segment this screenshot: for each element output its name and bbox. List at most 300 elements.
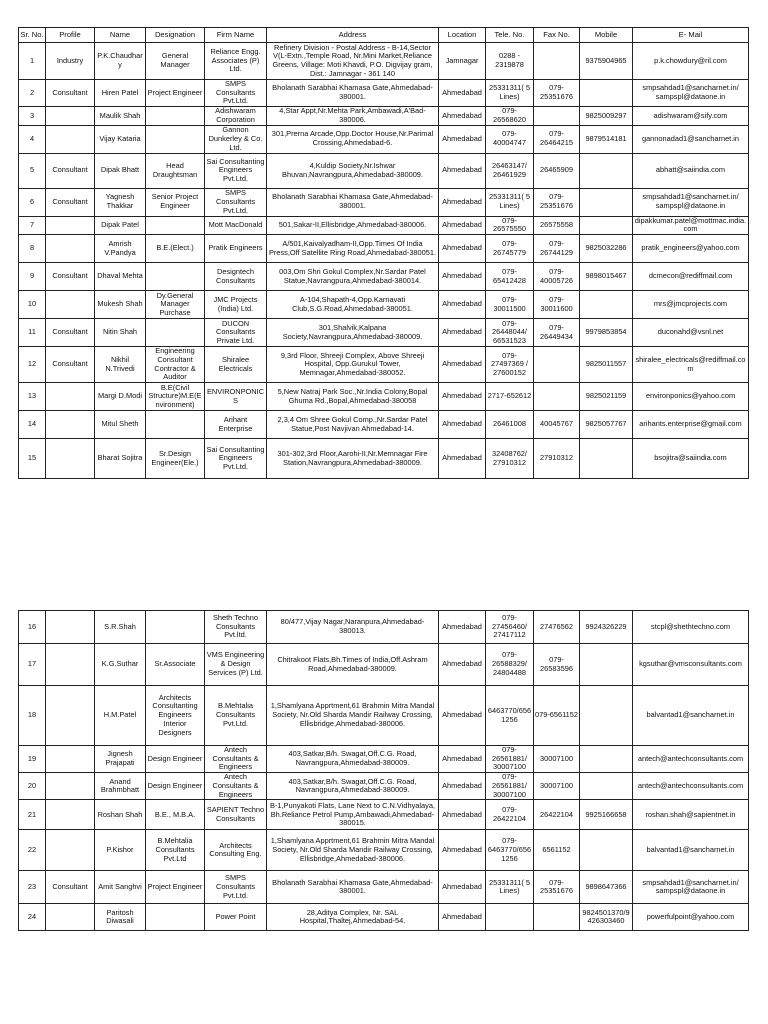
cell-sr: 10	[19, 291, 46, 319]
cell-tele	[486, 904, 534, 931]
cell-address: 80/477,Vijay Nagar,Naranpura,Ahmedabad-380013.	[267, 611, 439, 644]
cell-tele: 079-65412428	[486, 263, 534, 291]
cell-profile	[46, 291, 95, 319]
cell-profile	[46, 644, 95, 686]
cell-designation: B.E.(Elect.)	[146, 235, 205, 263]
cell-sr: 8	[19, 235, 46, 263]
cell-designation	[146, 125, 205, 153]
cell-name: Hiren Patel	[95, 80, 146, 107]
cell-location: Ahmedabad	[439, 904, 486, 931]
cell-address: 4,Kuldip Society,Nr.Ishwar Bhuvan,Navrangpura,Ahmedabad-380009.	[267, 153, 439, 188]
cell-designation: Design Engineer	[146, 773, 205, 800]
contacts-table-2	[18, 610, 749, 931]
cell-fax: 26422104	[534, 800, 580, 830]
cell-address: Bholanath Sarabhai Khamasa Gate,Ahmedabad-380001.	[267, 188, 439, 216]
cell-firm: Architects Consulting Eng.	[205, 830, 267, 871]
cell-mobile: 9925166658	[580, 800, 633, 830]
cell-firm: SMPS Consultants Pvt.Ltd.	[205, 188, 267, 216]
cell-mobile	[580, 153, 633, 188]
cell-profile: Consultant	[46, 80, 95, 107]
table-row	[19, 904, 749, 931]
cell-name: Nikhil N.Trivedi	[95, 347, 146, 383]
cell-profile	[46, 773, 95, 800]
cell-address: 4,Star Appt,Nr.Mehta Park,Ambawadi,A'Bad-380006.	[267, 107, 439, 125]
cell-location: Ahmedabad	[439, 611, 486, 644]
cell-email[interactable]: smpsahdad1@sancharnet.in/ sampspl@dataone.in	[633, 188, 749, 216]
cell-profile	[46, 235, 95, 263]
cell-profile	[46, 611, 95, 644]
header-tele: Tele. No.	[486, 28, 534, 43]
cell-location: Ahmedabad	[439, 263, 486, 291]
cell-mobile: 9924326229	[580, 611, 633, 644]
cell-firm: JMC Projects (India) Ltd.	[205, 291, 267, 319]
cell-sr: 2	[19, 80, 46, 107]
cell-name: H.M.Patel	[95, 686, 146, 746]
cell-firm: Gannon Dunkerley & Co. Ltd.	[205, 125, 267, 153]
cell-tele: 25331311( 5 Lines)	[486, 188, 534, 216]
cell-fax: 30007100	[534, 746, 580, 773]
cell-mobile	[580, 746, 633, 773]
cell-tele: 26463147/ 26461929	[486, 153, 534, 188]
cell-location: Ahmedabad	[439, 830, 486, 871]
cell-email[interactable]: bsojitra@saiindia.com	[633, 439, 749, 479]
cell-name: Dipak Bhatt	[95, 153, 146, 188]
cell-address: Refinery Division - Postal Address - B-14,Sector V(L-Extn.,Temple Road, Nr.Mini Market,Reliance Greens, Village: Moti Khavdi, P.O. Digvijay gram, Dist.: Jamnagar - 361 140	[267, 43, 439, 80]
cell-profile: Consultant	[46, 347, 95, 383]
cell-sr: 13	[19, 383, 46, 411]
cell-tele: 079-6463770/6561256	[486, 830, 534, 871]
cell-fax: 079-25351676	[534, 871, 580, 904]
cell-location: Ahmedabad	[439, 871, 486, 904]
cell-fax	[534, 904, 580, 931]
cell-tele: 6463770/6561256	[486, 686, 534, 746]
header-name: Name	[95, 28, 146, 43]
cell-fax: 079-40005726	[534, 263, 580, 291]
cell-tele: 079-30011500	[486, 291, 534, 319]
cell-name: S.R.Shah	[95, 611, 146, 644]
cell-tele: 2717-652612	[486, 383, 534, 411]
cell-designation	[146, 319, 205, 347]
cell-mobile	[580, 830, 633, 871]
cell-tele: 0288 - 2319878	[486, 43, 534, 80]
cell-name: K.G.Suthar	[95, 644, 146, 686]
cell-designation: General Manager	[146, 43, 205, 80]
cell-name: Maulik Shah	[95, 107, 146, 125]
cell-fax: 079-26464215	[534, 125, 580, 153]
cell-sr: 22	[19, 830, 46, 871]
table-row	[19, 611, 749, 644]
cell-sr: 14	[19, 411, 46, 439]
cell-firm: Power Point	[205, 904, 267, 931]
cell-location: Ahmedabad	[439, 686, 486, 746]
cell-sr: 11	[19, 319, 46, 347]
cell-name: Jignesh Prajapati	[95, 746, 146, 773]
cell-profile	[46, 125, 95, 153]
cell-fax: 26465909	[534, 153, 580, 188]
cell-location: Ahmedabad	[439, 773, 486, 800]
cell-firm: Designtech Consultants	[205, 263, 267, 291]
header-row	[19, 28, 749, 43]
cell-fax: 079-26744129	[534, 235, 580, 263]
cell-firm: Mott MacDonald	[205, 216, 267, 234]
cell-tele: 079-26575550	[486, 216, 534, 234]
cell-address: 301,Prerna Arcade,Opp.Doctor House,Nr.Parimal Crossing,Ahmedabad-6.	[267, 125, 439, 153]
header-sr-no: Sr. No.	[19, 28, 46, 43]
cell-mobile: 9898647366	[580, 871, 633, 904]
cell-name: Anand Brahmbhatt	[95, 773, 146, 800]
cell-address: 2,3,4 Om Shree Gokul Comp.,Nr.Sardar Patel Statue,Post Navjivan Ahmedabad-14.	[267, 411, 439, 439]
cell-address: A/501,Kaivalyadham-II,Opp.Times Of India Press,Off Satellite Ring Road,Ahmedabad-380051.	[267, 235, 439, 263]
cell-email[interactable]: smpsahdad1@sancharnet.in/ sampspl@dataone.in	[633, 871, 749, 904]
cell-sr: 24	[19, 904, 46, 931]
cell-location: Ahmedabad	[439, 125, 486, 153]
cell-email[interactable]: stcpl@shethtechno.com	[633, 611, 749, 644]
cell-designation: Design Engineer	[146, 746, 205, 773]
table-row	[19, 347, 749, 383]
cell-name: Amit Sanghvi	[95, 871, 146, 904]
cell-location: Ahmedabad	[439, 383, 486, 411]
cell-sr: 12	[19, 347, 46, 383]
contacts-table-1	[18, 27, 749, 479]
cell-sr: 21	[19, 800, 46, 830]
cell-tele: 079-26588329/ 24804488	[486, 644, 534, 686]
cell-profile: Consultant	[46, 871, 95, 904]
cell-fax: 40045767	[534, 411, 580, 439]
header-mobile: Mobile	[580, 28, 633, 43]
cell-fax: 079-26449434	[534, 319, 580, 347]
cell-firm: Sai Consultanting Engineers Pvt.Ltd.	[205, 439, 267, 479]
cell-profile	[46, 746, 95, 773]
cell-tele: 079-26568620	[486, 107, 534, 125]
cell-location: Ahmedabad	[439, 347, 486, 383]
cell-location: Ahmedabad	[439, 746, 486, 773]
cell-profile: Consultant	[46, 319, 95, 347]
table-row	[19, 871, 749, 904]
cell-address: A-104,Shapath-4,Opp.Karnavati Club,S.G.Road,Ahmedabad-380051.	[267, 291, 439, 319]
cell-firm: SMPS Consultants Pvt.Ltd.	[205, 80, 267, 107]
cell-name: Dhaval Mehta	[95, 263, 146, 291]
cell-mobile: 9825009297	[580, 107, 633, 125]
cell-profile	[46, 107, 95, 125]
cell-address: 501,Sakar-II,Ellisbridge,Ahmedabad-380006.	[267, 216, 439, 234]
cell-email[interactable]: balvantad1@sancharnet.in	[633, 830, 749, 871]
cell-location: Jamnagar	[439, 43, 486, 80]
cell-location: Ahmedabad	[439, 291, 486, 319]
cell-mobile: 9898015467	[580, 263, 633, 291]
cell-name: Vijay Kataria	[95, 125, 146, 153]
cell-address: 403,Satkar,B/h. Swagat,Off.C.G. Road, Navrangpura,Ahmedabad-380009.	[267, 773, 439, 800]
header-location: Location	[439, 28, 486, 43]
cell-sr: 19	[19, 746, 46, 773]
cell-firm: Adishwaram Corporation	[205, 107, 267, 125]
cell-designation: Sr.Design Engineer(Ele.)	[146, 439, 205, 479]
cell-location: Ahmedabad	[439, 411, 486, 439]
cell-email[interactable]: mrs@jmcprojects.com	[633, 291, 749, 319]
cell-profile	[46, 383, 95, 411]
cell-mobile: 9825021159	[580, 383, 633, 411]
table-row	[19, 80, 749, 107]
cell-mobile	[580, 439, 633, 479]
cell-mobile	[580, 80, 633, 107]
header-firm-name: Firm Name	[205, 28, 267, 43]
cell-tele: 079-26745779	[486, 235, 534, 263]
cell-profile	[46, 904, 95, 931]
cell-email[interactable]: adishwaram@sify.com	[633, 107, 749, 125]
cell-mobile: 9979853854	[580, 319, 633, 347]
cell-designation: Project Engineer	[146, 871, 205, 904]
cell-mobile	[580, 644, 633, 686]
cell-tele: 26461008	[486, 411, 534, 439]
cell-sr: 18	[19, 686, 46, 746]
table-row	[19, 125, 749, 153]
cell-tele: 079-27456460/ 27417112	[486, 611, 534, 644]
cell-fax: 27910312	[534, 439, 580, 479]
cell-tele: 079-27497369 / 27600152	[486, 347, 534, 383]
cell-tele: 079-26561881/ 30007100	[486, 746, 534, 773]
cell-firm: Arihant Enterprise	[205, 411, 267, 439]
cell-sr: 5	[19, 153, 46, 188]
cell-profile	[46, 830, 95, 871]
cell-location: Ahmedabad	[439, 319, 486, 347]
cell-fax	[534, 383, 580, 411]
cell-address: 003,Om Shri Gokul Complex,Nr.Sardar Patel Statue,Navrangpura,Ahmedabad-380014.	[267, 263, 439, 291]
table-row	[19, 800, 749, 830]
cell-email[interactable]: roshan.shah@sapientnet.in	[633, 800, 749, 830]
cell-email[interactable]: duconahd@vsnl.net	[633, 319, 749, 347]
cell-location: Ahmedabad	[439, 153, 486, 188]
cell-firm: DUCON Consultants Private Ltd.	[205, 319, 267, 347]
cell-sr: 3	[19, 107, 46, 125]
cell-designation: Architects Consultanting Engineers Interior Designers	[146, 686, 205, 746]
cell-sr: 9	[19, 263, 46, 291]
cell-sr: 20	[19, 773, 46, 800]
cell-name: P.K.Chaudhary	[95, 43, 146, 80]
cell-designation: B.Mehtalia Consultants Pvt.Ltd	[146, 830, 205, 871]
cell-designation	[146, 904, 205, 931]
cell-email[interactable]: shiralee_electricals@rediffmail.com	[633, 347, 749, 383]
cell-tele: 079-26422104	[486, 800, 534, 830]
cell-sr: 23	[19, 871, 46, 904]
cell-address: B-1,Punyakoti Flats, Lane Next to C.N.Vidhyalaya, Bh.Reliance Petrol Pump,Ambawadi,Ahmedabad-380015.	[267, 800, 439, 830]
cell-name: Mukesh Shah	[95, 291, 146, 319]
cell-fax: 079-30011600	[534, 291, 580, 319]
cell-profile	[46, 216, 95, 234]
cell-location: Ahmedabad	[439, 188, 486, 216]
cell-fax: 30007100	[534, 773, 580, 800]
cell-location: Ahmedabad	[439, 107, 486, 125]
cell-address: 28,Aditya Complex, Nr. SAL Hospital,Thaltej,Ahmedabad-54.	[267, 904, 439, 931]
cell-firm: SAPIENT Techno Consultants	[205, 800, 267, 830]
cell-mobile: 9824501370/9426303460	[580, 904, 633, 931]
table-row	[19, 439, 749, 479]
cell-fax: 079-25351676	[534, 188, 580, 216]
cell-fax	[534, 347, 580, 383]
cell-email[interactable]: antech@antechconsultants.com	[633, 773, 749, 800]
cell-tele: 079-26561881/ 30007100	[486, 773, 534, 800]
cell-designation: B.E(Civil Structure)M.E(Environment)	[146, 383, 205, 411]
cell-designation	[146, 411, 205, 439]
table-row	[19, 644, 749, 686]
cell-name: Margi D.Modi	[95, 383, 146, 411]
cell-firm: VMS Engineering & Design Services (P) Ltd.	[205, 644, 267, 686]
header-address: Address	[267, 28, 439, 43]
cell-designation	[146, 263, 205, 291]
cell-tele: 25331311( 5 Lines)	[486, 80, 534, 107]
cell-designation: Dy.General Manager Purchase	[146, 291, 205, 319]
table-row	[19, 319, 749, 347]
header-fax: Fax No.	[534, 28, 580, 43]
cell-name: Roshan Shah	[95, 800, 146, 830]
cell-designation: Engineering Consultant Contractor & Auditor	[146, 347, 205, 383]
cell-email[interactable]: dipakkumar.patel@mottmac.india.com	[633, 216, 749, 234]
cell-mobile	[580, 291, 633, 319]
table-row	[19, 686, 749, 746]
table-row	[19, 43, 749, 80]
table-row	[19, 216, 749, 234]
cell-location: Ahmedabad	[439, 800, 486, 830]
cell-address: Bholanath Sarabhai Khamasa Gate,Ahmedabad-380001.	[267, 871, 439, 904]
cell-location: Ahmedabad	[439, 216, 486, 234]
cell-designation: Head Draughtsman	[146, 153, 205, 188]
cell-firm: SMPS Consultants Pvt.Ltd.	[205, 871, 267, 904]
cell-address: 301-302,3rd Floor,Aarohi-II,Nr.Memnagar Fire Station,Navrangpura,Ahmedabad-380009.	[267, 439, 439, 479]
cell-name: Amrish V.Pandya	[95, 235, 146, 263]
cell-address: Bholanath Sarabhai Khamasa Gate,Ahmedabad-380001.	[267, 80, 439, 107]
cell-email[interactable]: balvantad1@sancharnet.in	[633, 686, 749, 746]
cell-address: 1,Shamlyana Apprtment,61 Brahmin Mitra Mandal Society, Nr.Old Sharda Mandir Railway Crossing, Ellisbridge,Ahmedabad-380006.	[267, 830, 439, 871]
cell-designation: B.E., M.B.A.	[146, 800, 205, 830]
cell-fax: 27476562	[534, 611, 580, 644]
table-row	[19, 107, 749, 125]
cell-tele: 25331311( 5 Lines)	[486, 871, 534, 904]
cell-sr: 1	[19, 43, 46, 80]
cell-firm: Sai Consultanting Engineers Pvt.Ltd.	[205, 153, 267, 188]
cell-email[interactable]: antech@antechconsultants.com	[633, 746, 749, 773]
cell-name: Yagnesh Thakkar	[95, 188, 146, 216]
table-row	[19, 746, 749, 773]
header-designation: Designation	[146, 28, 205, 43]
cell-name: P.Kishor	[95, 830, 146, 871]
cell-email[interactable]: p.k.chowdury@ril.com	[633, 43, 749, 80]
cell-fax	[534, 43, 580, 80]
cell-designation	[146, 107, 205, 125]
cell-email[interactable]: kgsuthar@vmsconsultants.com	[633, 644, 749, 686]
cell-mobile: 9879514181	[580, 125, 633, 153]
cell-address: 301,Shalvik,Kalpana Society,Navrangpura,Ahmedabad-380009.	[267, 319, 439, 347]
cell-sr: 15	[19, 439, 46, 479]
cell-name: Nitin Shah	[95, 319, 146, 347]
cell-mobile: 9825057767	[580, 411, 633, 439]
cell-mobile	[580, 773, 633, 800]
header-email: E- Mail	[633, 28, 749, 43]
cell-designation: Project Engineer	[146, 80, 205, 107]
table-row	[19, 235, 749, 263]
cell-firm: Shiralee Electricals	[205, 347, 267, 383]
table-row	[19, 153, 749, 188]
cell-tele: 079-26448044/ 66531523	[486, 319, 534, 347]
cell-tele: 079-40004747	[486, 125, 534, 153]
cell-sr: 7	[19, 216, 46, 234]
cell-name: Bharat Sojitra	[95, 439, 146, 479]
table-row	[19, 411, 749, 439]
cell-mobile: 9825032286	[580, 235, 633, 263]
cell-fax: 079-26583596	[534, 644, 580, 686]
cell-address: 9,3rd Floor, Shreeji Complex, Above Shreeji Hospital, Opp.Gurukul Tower, Memnagar,Ahmedabad-380052.	[267, 347, 439, 383]
cell-sr: 4	[19, 125, 46, 153]
cell-mobile: 9375904965	[580, 43, 633, 80]
cell-fax	[534, 107, 580, 125]
cell-email[interactable]: abhatt@saiindia.com	[633, 153, 749, 188]
cell-location: Ahmedabad	[439, 644, 486, 686]
cell-designation: Sr.Associate	[146, 644, 205, 686]
cell-email[interactable]: powerfulpoint@yahoo.com	[633, 904, 749, 931]
table-row	[19, 383, 749, 411]
table-row	[19, 773, 749, 800]
cell-email[interactable]: environponics@yahoo.com	[633, 383, 749, 411]
cell-sr: 17	[19, 644, 46, 686]
cell-profile: Consultant	[46, 153, 95, 188]
cell-profile	[46, 411, 95, 439]
cell-firm: Sheth Techno Consultants Pvt.ltd.	[205, 611, 267, 644]
cell-email[interactable]: arihants.enterprise@gmail.com	[633, 411, 749, 439]
cell-profile: Consultant	[46, 263, 95, 291]
cell-profile	[46, 439, 95, 479]
cell-address: 5,New Natraj Park Soc.,Nr.India Colony,Bopal Ghuma Rd.,Bopal,Ahmedabad-380058	[267, 383, 439, 411]
cell-firm: Pratik Engineers	[205, 235, 267, 263]
cell-firm: Reliance Engg. Associates (P) Ltd.	[205, 43, 267, 80]
cell-mobile	[580, 216, 633, 234]
table-row	[19, 263, 749, 291]
cell-location: Ahmedabad	[439, 439, 486, 479]
cell-email[interactable]: dcmecon@rediffmail.com	[633, 263, 749, 291]
cell-sr: 16	[19, 611, 46, 644]
header-profile: Profile	[46, 28, 95, 43]
cell-profile: Industry	[46, 43, 95, 80]
cell-profile	[46, 800, 95, 830]
table-row	[19, 291, 749, 319]
cell-designation	[146, 611, 205, 644]
cell-profile	[46, 686, 95, 746]
cell-designation	[146, 216, 205, 234]
cell-name: Dipak Patel	[95, 216, 146, 234]
cell-mobile	[580, 686, 633, 746]
table-row	[19, 188, 749, 216]
cell-email[interactable]: smpsahdad1@sancharnet.in/ sampspl@dataone.in	[633, 80, 749, 107]
cell-sr: 6	[19, 188, 46, 216]
cell-location: Ahmedabad	[439, 80, 486, 107]
cell-mobile: 9825011557	[580, 347, 633, 383]
cell-tele: 32408762/ 27910312	[486, 439, 534, 479]
cell-mobile	[580, 188, 633, 216]
cell-firm: ENVIRONPONICS	[205, 383, 267, 411]
cell-firm: B.Mehtalia Consultants Pvt.Ltd.	[205, 686, 267, 746]
cell-address: Chitrakoot Flats,Bh.Times of India,Off.Ashram Road,Ahmedabad-380009.	[267, 644, 439, 686]
cell-name: Mitul Sheth	[95, 411, 146, 439]
cell-profile: Consultant	[46, 188, 95, 216]
cell-firm: Antech Consultants & Engineers	[205, 773, 267, 800]
cell-email[interactable]: gannonadad1@sancharnet.in	[633, 125, 749, 153]
cell-location: Ahmedabad	[439, 235, 486, 263]
cell-fax: 26575558	[534, 216, 580, 234]
cell-designation: Senior Project Engineer	[146, 188, 205, 216]
cell-firm: Antech Consultants & Engineers	[205, 746, 267, 773]
table-row	[19, 830, 749, 871]
cell-address: 403,Satkar,B/h. Swagat,Off.C.G. Road, Navrangpura,Ahmedabad-380009.	[267, 746, 439, 773]
cell-fax: 079-6561152	[534, 686, 580, 746]
cell-address: 1,Shamlyana Apprtment,61 Brahmin Mitra Mandal Society, Nr.Old Sharda Mandir Railway Crossing, Ellisbridge,Ahmedabad-380006.	[267, 686, 439, 746]
cell-fax: 079-25351676	[534, 80, 580, 107]
cell-email[interactable]: pratik_engineers@yahoo.com	[633, 235, 749, 263]
